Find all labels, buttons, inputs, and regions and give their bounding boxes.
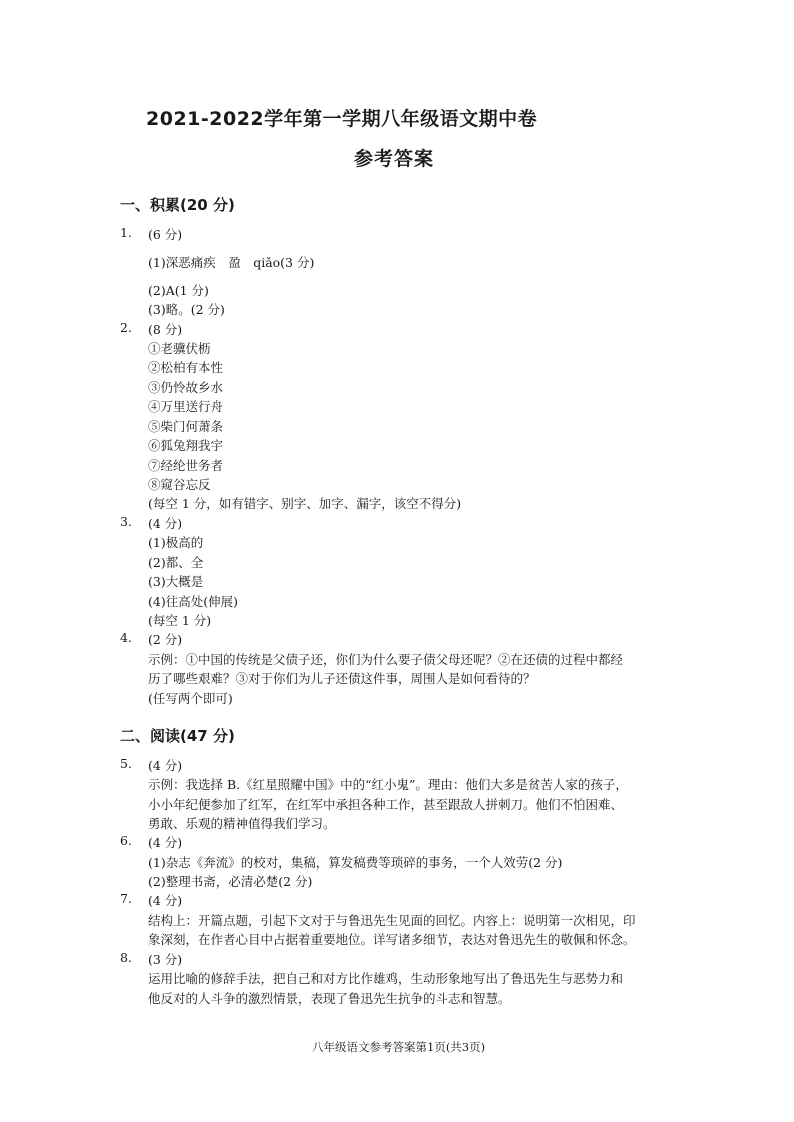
answer-8-line: 他反对的人斗争的激烈情景，表现了鲁迅先生抗争的斗志和智慧。 xyxy=(148,991,511,1006)
answer-6-1: (1)杂志《奔流》的校对，集稿，算发稿费等琐碎的事务，一个人效劳(2 分) xyxy=(148,855,563,870)
answer-4-note: (任写两个即可) xyxy=(148,691,233,706)
section-heading-reading: 二、阅读(47 分) xyxy=(120,727,235,745)
question-number-1: 1. xyxy=(120,225,132,240)
answer-2-item: ⑥狐兔翔我宇 xyxy=(148,438,224,453)
question-number-5: 5. xyxy=(120,756,132,771)
question-score-4: (2 分) xyxy=(148,632,183,647)
page-title: 2021-2022学年第一学期八年级语文期中卷 xyxy=(146,108,538,130)
answer-8-line: 运用比喻的修辞手法，把自己和对方比作雄鸡，生动形象地写出了鲁迅先生与恶势力和 xyxy=(148,971,624,986)
answer-2-item: ②松柏有本性 xyxy=(148,360,224,375)
answer-6-2: (2)整理书斋，必清必楚(2 分) xyxy=(148,874,313,889)
answer-5-line: 小小年纪便参加了红军，在红军中承担各种工作，甚至跟敌人拼刺刀。他们不怕困难、 xyxy=(148,797,624,812)
answer-2-item: ⑤柴门何萧条 xyxy=(148,419,224,434)
answer-2-item: ⑧窥谷忘反 xyxy=(148,477,211,492)
answer-2-item: ⑦经纶世务者 xyxy=(148,458,224,473)
question-score-7: (4 分) xyxy=(148,893,183,908)
question-score-2: (8 分) xyxy=(148,322,183,337)
answer-4-line: 示例：①中国的传统是父债子还，你们为什么要子债父母还呢？②在还债的过程中都经 xyxy=(148,652,624,667)
answer-2-item: ①老骥伏枥 xyxy=(148,341,211,356)
answer-5-line: 勇敢、乐观的精神值得我们学习。 xyxy=(148,816,336,831)
question-number-7: 7. xyxy=(120,891,132,906)
answer-5-line: 示例：我选择 B.《红星照耀中国》中的“红小鬼”。理由：他们大多是贫苦人家的孩子， xyxy=(148,777,628,792)
question-score-6: (4 分) xyxy=(148,835,183,850)
answer-2-item: ④万里送行舟 xyxy=(148,399,224,414)
answer-2-note: (每空 1 分，如有错字、别字、加字、漏字，该空不得分) xyxy=(148,496,462,511)
answer-1-3: (3)略。(2 分) xyxy=(148,302,225,317)
answer-3-item: (3)大概是 xyxy=(148,574,204,589)
question-score-1: (6 分) xyxy=(148,227,183,242)
question-number-8: 8. xyxy=(120,950,132,965)
page-footer: 八年级语文参考答案第1页(共3页) xyxy=(312,1040,486,1054)
answer-2-item: ③仍怜故乡水 xyxy=(148,380,224,395)
question-score-3: (4 分) xyxy=(148,516,183,531)
answer-7-line: 结构上：开篇点题，引起下文对于与鲁迅先生见面的回忆。内容上：说明第一次相见，印 xyxy=(148,913,636,928)
answer-3-item: (1)极高的 xyxy=(148,535,204,550)
question-number-3: 3. xyxy=(120,514,132,529)
page-subtitle: 参考答案 xyxy=(354,148,435,170)
answer-1-1: (1)深恶痛疾 盈 qiǎo(3 分) xyxy=(148,255,315,270)
answer-3-item: (2)都、全 xyxy=(148,555,204,570)
answer-7-line: 象深刻，在作者心目中占据着重要地位。详写诸多细节，表达对鲁迅先生的敬佩和怀念。 xyxy=(148,932,636,947)
question-score-8: (3 分) xyxy=(148,952,183,967)
question-number-6: 6. xyxy=(120,833,132,848)
question-number-4: 4. xyxy=(120,630,132,645)
section-heading-accumulation: 一、积累(20 分) xyxy=(120,196,235,214)
question-score-5: (4 分) xyxy=(148,758,183,773)
answer-3-note: (每空 1 分) xyxy=(148,613,212,628)
answer-1-2: (2)A(1 分) xyxy=(148,283,209,298)
answer-3-item: (4)往高处(伸展) xyxy=(148,594,238,609)
question-number-2: 2. xyxy=(120,320,132,335)
answer-4-line: 历了哪些艰难？③对于你们为儿子还债这件事，周围人是如何看待的？ xyxy=(148,671,536,686)
